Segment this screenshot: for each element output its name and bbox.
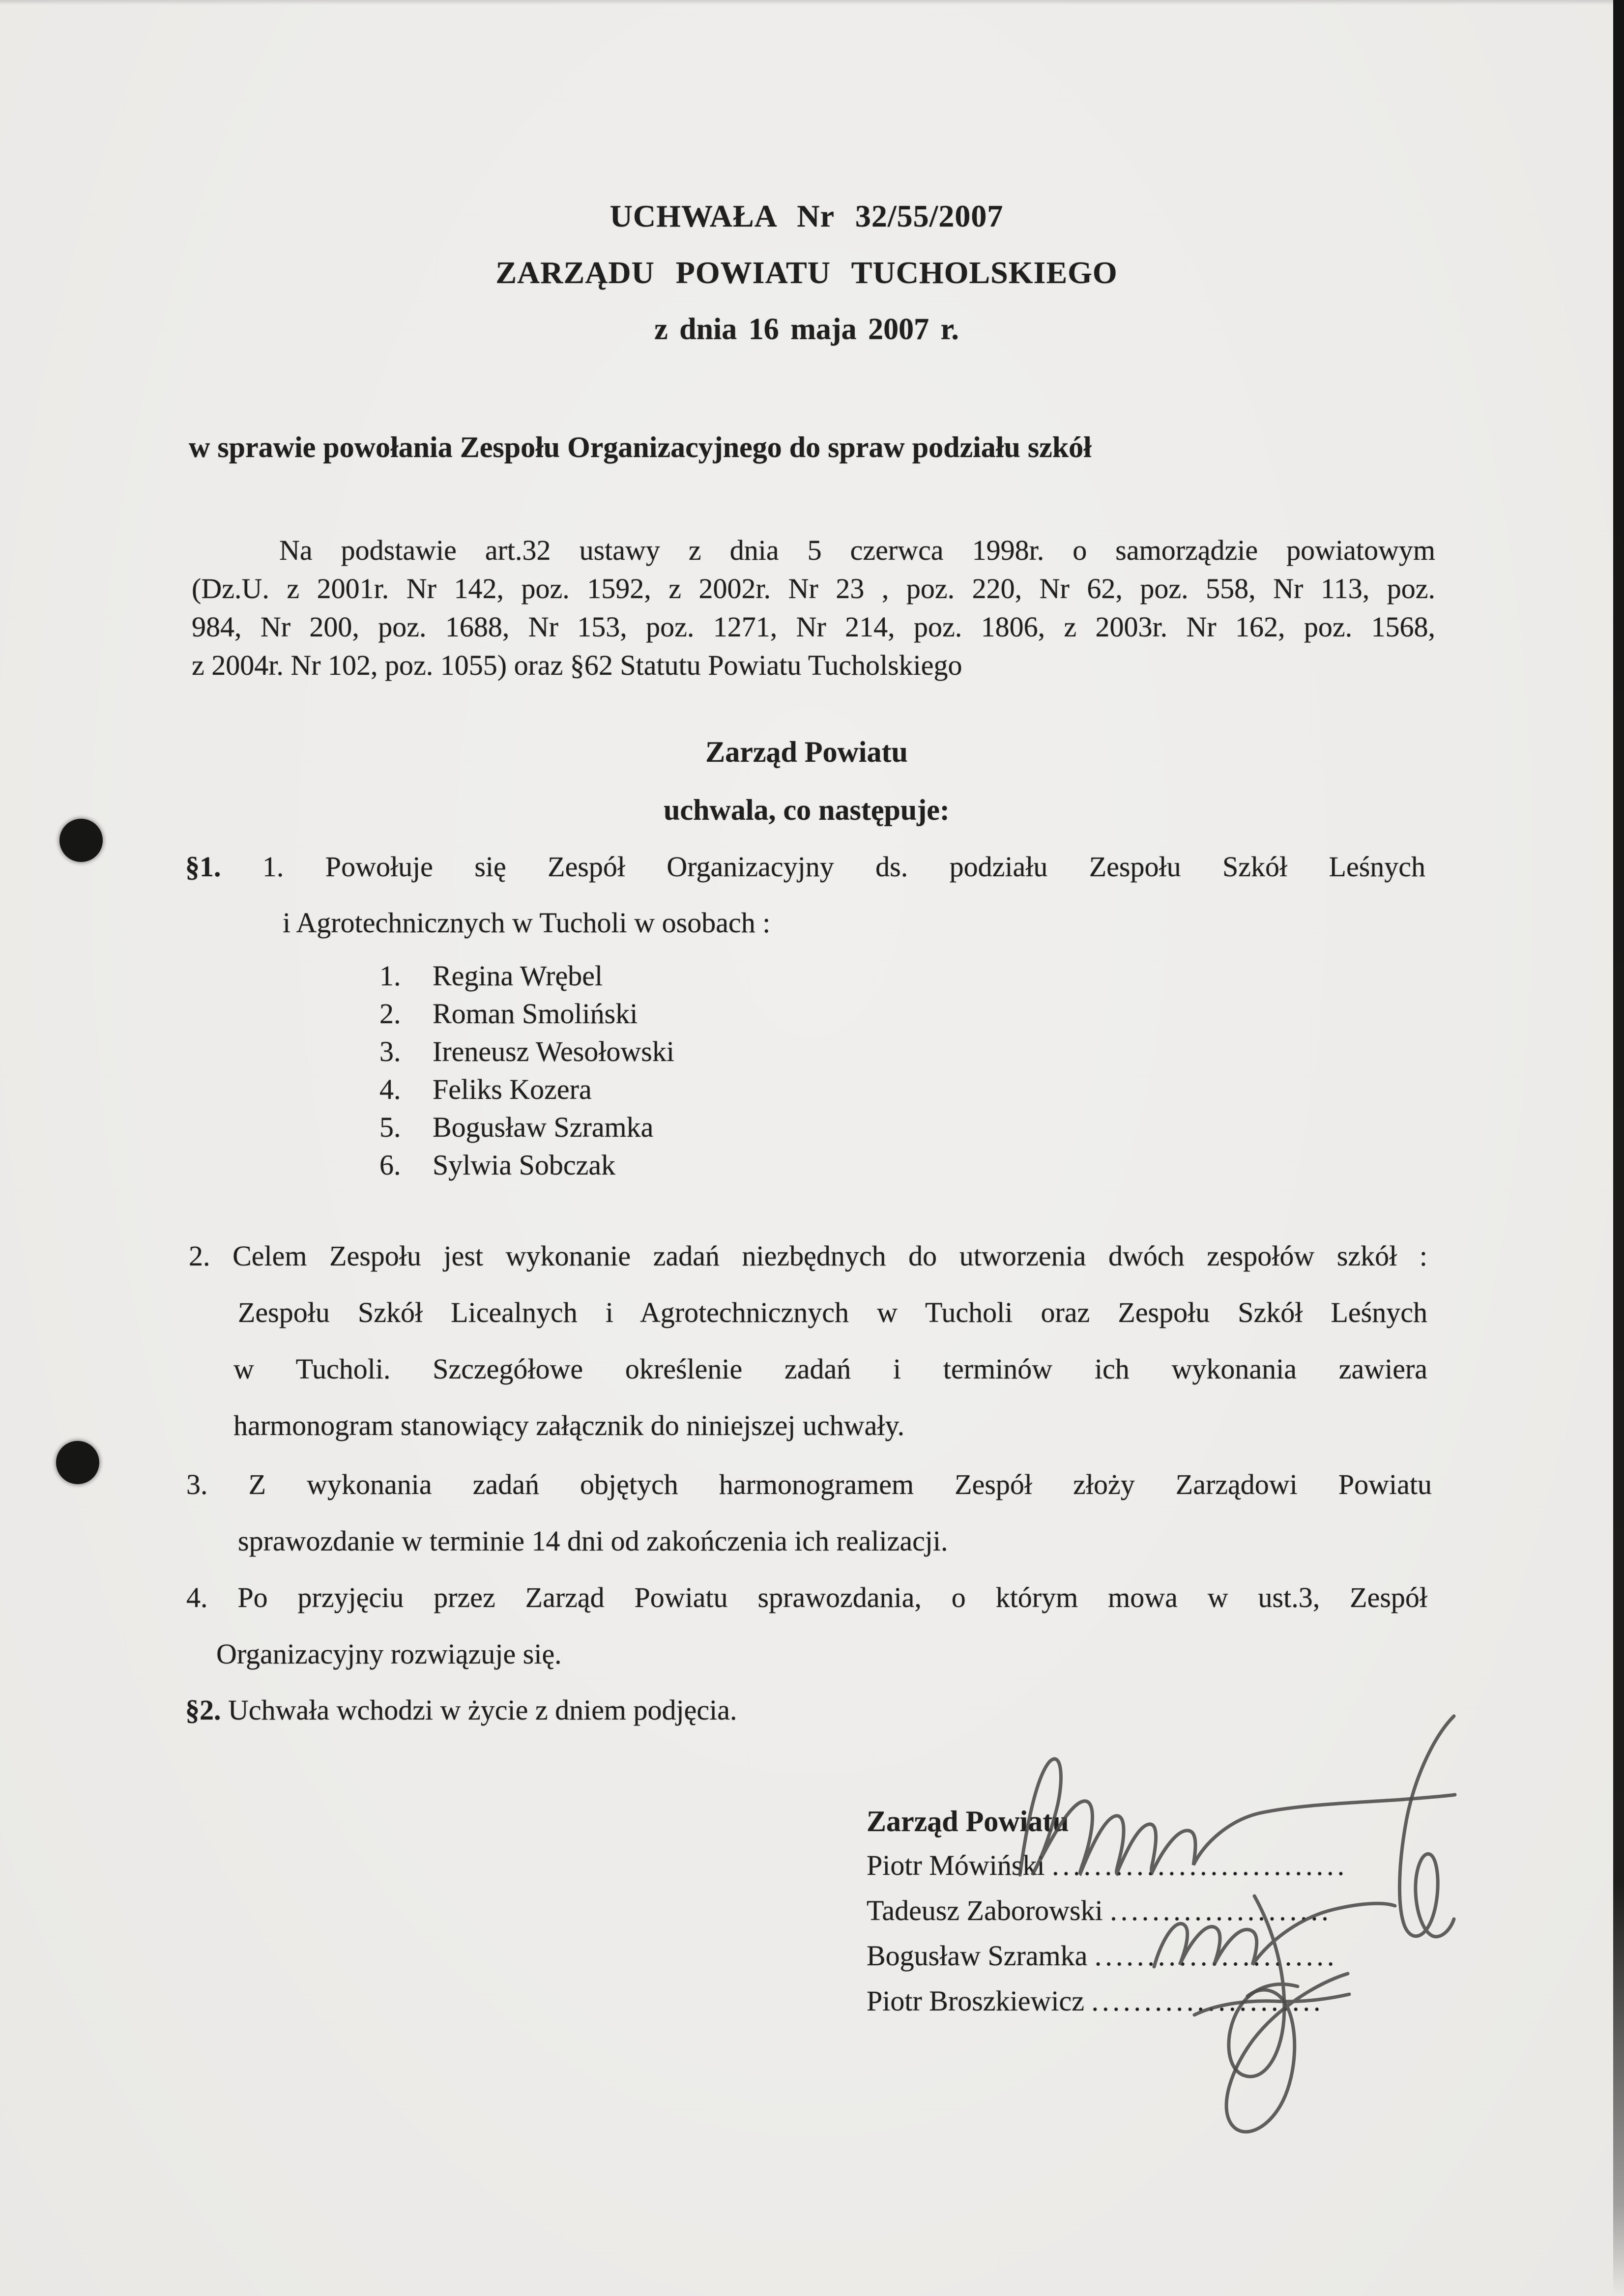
member-name: Ireneusz Wesołowski xyxy=(433,1035,674,1067)
clause3-line1: 3. Z wykonania zadań objętych harmonogramem Zespół złoży Zarządowi Powiatu xyxy=(186,1468,1432,1500)
enacting-clause: uchwala, co następuje: xyxy=(664,794,950,826)
signature-block-heading: Zarząd Powiatu xyxy=(867,1805,1069,1837)
signature-dotted-line: ...................... xyxy=(1091,1985,1324,2017)
legal-basis-line-2: (Dz.U. z 2001r. Nr 142, poz. 1592, z 2002r. Nr 23 , poz. 220, Nr 62, poz. 558, Nr 113, poz. xyxy=(192,573,1435,604)
clause4-line1: 4. Po przyjęciu przez Zarząd Powiatu sprawozdania, o którym mowa w ust.3, Zespół xyxy=(186,1581,1427,1613)
resolution-subject: w sprawie powołania Zespołu Organizacyjnego do spraw podziału szkół xyxy=(189,431,1092,463)
member-number: 3. xyxy=(379,1035,401,1067)
member-name: Feliks Kozera xyxy=(433,1073,592,1105)
resolution-number-title: UCHWAŁA Nr 32/55/2007 xyxy=(609,199,1004,233)
clause2-line4: harmonogram stanowiący załącznik do niniejszej uchwały. xyxy=(233,1409,905,1441)
legal-basis-line-4: z 2004r. Nr 102, poz. 1055) oraz §62 Statutu Powiatu Tucholskiego xyxy=(192,649,962,681)
member-number: 5. xyxy=(379,1111,401,1143)
signature-dotted-line: ..................... xyxy=(1110,1894,1332,1926)
clause3-line2: sprawozdanie w terminie 14 dni od zakończenia ich realizacji. xyxy=(238,1525,948,1557)
legal-basis-line-1: Na podstawie art.32 ustawy z dnia 5 czerwca 1998r. o samorządzie powiatowym xyxy=(279,534,1435,566)
signer-name: Tadeusz Zaborowski xyxy=(867,1894,1103,1926)
signature-piotr-broszkiewicz xyxy=(1194,1974,1349,2132)
signer-name: Piotr Broszkiewicz xyxy=(867,1985,1084,2017)
section2-marker: §2. xyxy=(185,1694,221,1726)
signature-boguslaw-szramka xyxy=(1154,1896,1395,2076)
signature-dotted-line: ............................ xyxy=(1052,1849,1348,1881)
section2-text: Uchwała wchodzi w życie z dniem podjęcia. xyxy=(228,1694,737,1726)
member-name: Bogusław Szramka xyxy=(433,1111,654,1143)
legal-basis-line-3: 984, Nr 200, poz. 1688, Nr 153, poz. 1271, Nr 214, poz. 1806, z 2003r. Nr 162, poz. 1568, xyxy=(192,611,1435,643)
resolution-date: z dnia 16 maja 2007 r. xyxy=(654,313,959,346)
member-number: 4. xyxy=(379,1073,401,1105)
member-name: Sylwia Sobczak xyxy=(433,1149,616,1181)
section1-intro-text: 1. Powołuje się Zespół Organizacyjny ds. podziału Zespołu Szkół Leśnych xyxy=(262,851,1426,883)
clause2-line3: w Tucholi. Szczegółowe określenie zadań i terminów ich wykonania zawiera xyxy=(233,1353,1427,1385)
signature-piotr-mowinski xyxy=(1020,1759,1455,1875)
signer-name: Bogusław Szramka xyxy=(867,1940,1088,1972)
signer-name: Piotr Mówiński xyxy=(867,1849,1045,1881)
issuing-body-title: ZARZĄDU POWIATU TUCHOLSKIEGO xyxy=(495,255,1118,290)
clause2-line1: 2. Celem Zespołu jest wykonanie zadań niezbędnych do utworzenia dwóch zespołów szkół : xyxy=(189,1240,1427,1272)
signature-dotted-line: ....................... xyxy=(1094,1940,1338,1972)
clause4-line2: Organizacyjny rozwiązuje się. xyxy=(216,1638,562,1670)
member-name: Regina Wrębel xyxy=(433,960,603,992)
member-name: Roman Smoliński xyxy=(433,998,638,1030)
section1-marker: §1. xyxy=(185,851,221,883)
signature-tadeusz-zaborowski xyxy=(1399,1716,1454,1937)
member-number: 1. xyxy=(379,960,401,992)
member-number: 6. xyxy=(379,1149,401,1181)
authority-heading: Zarząd Powiatu xyxy=(705,736,908,768)
member-number: 2. xyxy=(379,998,401,1030)
section1-intro-line2: i Agrotechnicznych w Tucholi w osobach : xyxy=(283,907,771,939)
clause2-line2: Zespołu Szkół Licealnych i Agrotechnicznych w Tucholi oraz Zespołu Szkół Leśnych xyxy=(238,1296,1427,1328)
